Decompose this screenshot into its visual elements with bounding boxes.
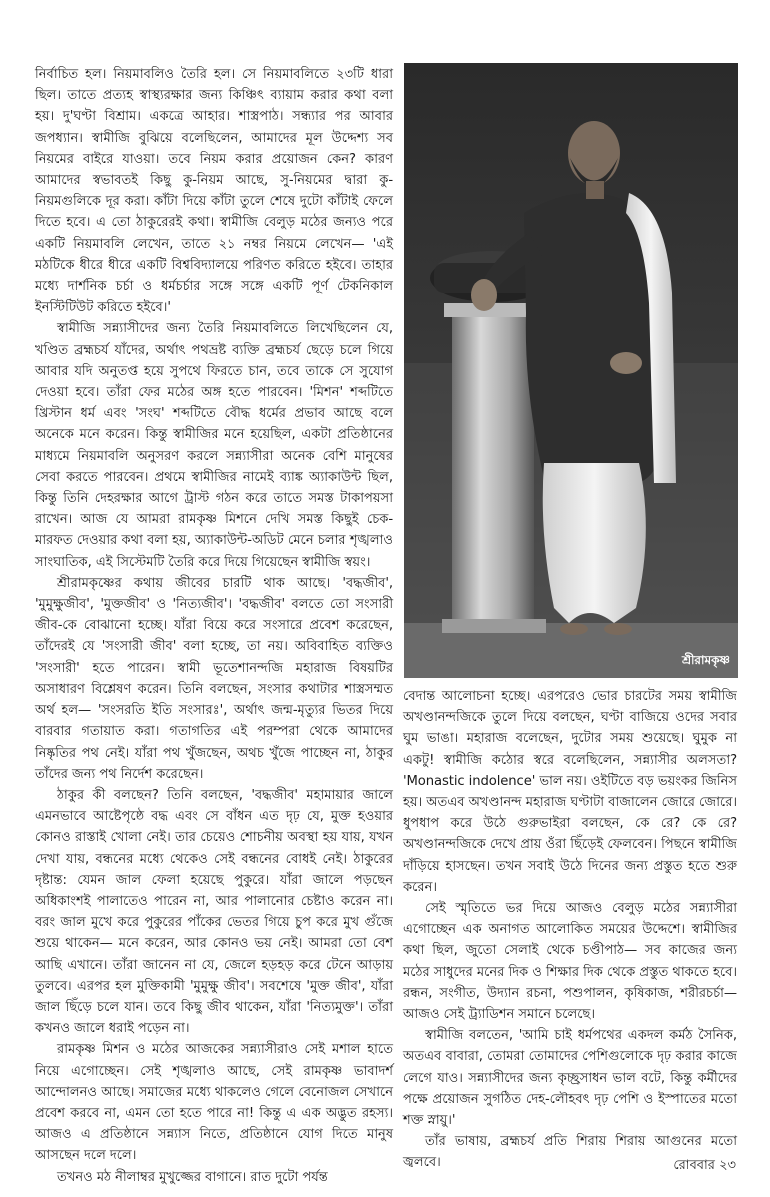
paragraph: স্বামীজি সন্ন্যাসীদের জন্য তৈরি নিয়মাবলিতে লিখেছিলেন যে, খণ্ডিত ব্রহ্মচর্য যাঁদের, অর্থাৎ পথভ্রষ্ট ব্যক্তি ব্রহ্মচর্য ছেড়ে চলে গিয়ে আবার যদি অনুতপ্ত হয়ে সুপথে ফিরতে চান, তবে তাকে সে সুযোগ দেওয়া হবে। তাঁরা ফের মঠের অঙ্গ হতে পারবেন। 'মিশন' শব্দটিতে খ্রিস্টান ধর্ম এবং 'সংঘ' শব্দটিতে বৌদ্ধ ধর্মের প্রভাব আছে বলে অনেকে মনে করেন। কিন্তু স্বামীজির মনে হয়েছিল, একটা প্রতিষ্ঠানের মাধ্যমে নিয়মাবলি অনুসরণ করলে সন্ন্যাসীরা অনেক বেশি মানুষের সেবা করতে পারবেন। প্রথমে স্বামীজির নামেই ব্যাঙ্ক অ্যাকাউন্ট ছিল, কিন্তু তিনি দেহরক্ষার আগে ট্রাস্ট গঠন করে তাতে সমস্ত টাকাপয়সা রাখেন। আজ যে আমরা রামকৃষ্ণ মিশনে দেখি সমস্ত কিছুই চেক-মারফত দেওয়ার কথা বলা হয়, অ্যাকাউন্ট-অডিট মেনে চলার শৃঙ্খলাও সাংঘাতিক, এই সিস্টেমটি তৈরি করে দিয়ে গিয়েছেন স্বামীজি স্বয়ং। (35, 321, 393, 570)
paragraph: রামকৃষ্ণ মিশন ও মঠের আজকের সন্ন্যাসীরাও সেই মশাল হাতে নিয়ে এগোচ্ছেন। সেই শৃঙ্খলাও আছে, সেই রামকৃষ্ণ ভাবাদর্শ আন্দোলনও আছে। সমাজের মধ্যে থাকলেও গেলে বেনোজল সেখানে প্রবেশ করবে না, এমন তো হতে পারে না! কিন্তু এ এক অদ্ভুত রহস্য। আজও এ প্রতিষ্ঠানে সন্ন্যাস নিতে, প্রতিষ্ঠানে যোগ দিতে মানুষ আসছেন দলে দলে। (35, 1042, 393, 1164)
paragraph: বেদান্ত আলোচনা হচ্ছে। এরপরেও ভোর চারটের সময় স্বামীজি অখণ্ডানন্দজিকে তুলে দিয়ে বলছেন, ঘণ্টা বাজিয়ে ওদের সবার ঘুম ভাঙা। মহারাজ বলেছেন, দুটোর সময় শুয়েছে। ঘুমুক না একটু! স্বামীজি কঠোর স্বরে বলেছিলেন, সন্ন্যাসীর অলসতা? 'Monastic indolence' ভাল নয়। ওইটিতে বড় ভয়ংকর জিনিস হয়। অতএব অখণ্ডানন্দ মহারাজ ঘণ্টাটা বাজালেন জোরে জোরে। ধুপধাপ করে উঠে গুরুভাইরা বলছেন, কে রে? কে রে? অখণ্ডানন্দজিকে দেখে প্রায় ওঁরা ছিঁড়েই ফেলবেন। পিছনে স্বামীজি দাঁড়িয়ে হাসছেন। তখন সবাই উঠে দিনের জন্য প্রস্তুত হতে শুরু করেন। (403, 689, 737, 895)
paragraph: নির্বাচিত হল। নিয়মাবলিও তৈরি হল। সে নিয়মাবলিতে ২৩টি ধারা ছিল। তাতে প্রত্যহ স্বাস্থ্যরক্ষার জন্য কিঞ্চিৎ ব্যায়াম করার কথা বলা হয়। দু'ঘণ্টা বিশ্রাম। একত্রে আহার। শাস্ত্রপাঠ। সন্ধ্যার পর আবার জপধ্যান। স্বামীজি বুঝিয়ে বলেছিলেন, আমাদের মূল উদ্দেশ্য সব নিয়মের বাইরে যাওয়া। তবে নিয়ম করার প্রয়োজন কেন? কারণ আমাদের স্বভাবতই কিছু কু-নিয়ম আছে, সু-নিয়মের দ্বারা কু-নিয়মগুলিকে দূর করা। কাঁটা দিয়ে কাঁটা তুলে শেষে দুটো কাঁটাই ফেলে দিতে হবে। এ তো ঠাকুরেরই কথা। স্বামীজি বেলুড় মঠের জন্যও পরে একটি নিয়মাবলি লেখেন, তাতে ২১ নম্বর নিয়মে লেখেন— 'এই মঠটিকে ধীরে ধীরে একটি বিশ্ববিদ্যালয়ে পরিণত করিতে হইবে। তাহার মধ্যে দার্শনিক চর্চা ও ধর্মচর্চার সঙ্গে সঙ্গে একটি পূর্ণ টেকনিকাল ইনস্টিটিউট করিতে হইবে।' (35, 67, 393, 316)
photo-caption: শ্রীরামকৃষ্ণ (681, 653, 730, 667)
paragraph: তখনও মঠ নীলাম্বর মুখুজ্জের বাগানে। রাত দুটো পর্যন্ত (57, 1169, 328, 1185)
paragraph: ঠাকুর কী বলছেন? তিনি বলছেন, 'বদ্ধজীব' মহামায়ার জালে এমনভাবে আষ্টেপৃষ্ঠে বদ্ধ এবং সে বাঁধন এত দৃঢ় যে, মুক্ত হওয়ার কোনও রাস্তাই খোলা নেই। তার চেয়েও শোচনীয় অবস্থা হয় যায়, যখন দেখা যায়, বন্ধনের মধ্যে থেকেও সেই বন্ধনের বোধই নেই। ঠাকুরের দৃষ্টান্ত: যেমন জাল ফেলা হয়েছে পুকুরে। যাঁরা জালে পড়ছেন অধিকাংশই পালাতেও পারেন না, আর পালানোর চেষ্টাও করেন না। বরং জাল মুখে করে পুকুরের পাঁকের ভেতর গিয়ে চুপ করে মুখ গুঁজে শুয়ে থাকেন— মনে করেন, আর কোনও ভয় নেই। আমরা তো বেশ আছি এখানে। তাঁরা জানেন না যে, জেলে হড়হড় করে টেনে আড়ায় তুলবে। এরপর হল মুক্তিকামী 'মুমুক্ষু জীব'। সবশেষে 'মুক্ত জীব', যাঁরা জাল ছিঁড়ে চলে যান। তবে কিছু জীব থাকেন, যাঁরা 'নিত্যমুক্ত'। তাঁরা কখনও জালে ধরাই পড়েন না। (35, 787, 393, 1037)
article-right-column (403, 686, 737, 1174)
portrait-photo (404, 63, 738, 678)
page-footer-label: রোববার ২৩ (673, 1158, 736, 1173)
paragraph: তাঁর ভাষায়, ব্রহ্মচর্য প্রতি শিরায় শিরায় আগুনের মতো জ্বলবে। (403, 1134, 737, 1171)
paragraph: শ্রীরামকৃষ্ণের কথায় জীবের চারটি থাক আছে। 'বদ্ধজীব', 'মুমুক্ষুজীব', 'মুক্তজীব' ও 'নিত্যজীব'। 'বদ্ধজীব' বলতে তো সংসারী জীব-কে বোঝানো হচ্ছে। যাঁরা বিয়ে করে সংসারে প্রবেশ করেছেন, তাঁদেরই যে 'সংসারী জীব' বলা হচ্ছে, তা নয়। অবিবাহিত ব্যক্তিও 'সংসারী' হতে পারেন। স্বামী ভূতেশানন্দজি মহারাজ বিষয়টির অসাধারণ বিশ্লেষণ করেন। তিনি বলছেন, সংসার কথাটার শাস্ত্রসম্মত অর্থ হল— 'সংসরতি ইতি সংসারঃ', অর্থাৎ জন্ম-মৃত্যুর ভিতর দিয়ে বারবার গতায়াত করা। গতাগতির এই পরম্পরা থেকে আমাদের নিষ্কৃতির পথ নেই। যাঁরা পথ খুঁজছেন, অথচ খুঁজে পাচ্ছেন না, ঠাকুর তাঁদের জন্য পথ নির্দেশ করেছেন। (35, 575, 393, 782)
paragraph: সেই স্মৃতিতে ভর দিয়ে আজও বেলুড় মঠের সন্ন্যাসীরা এগোচ্ছেন এক অনাগত আলোকিত সময়ের উদ্দেশে। স্বামীজির কথা ছিল, জুতো সেলাই থেকে চণ্ডীপাঠ— সব কাজের জন্য মঠের সাধুদের মনের দিক ও শিক্ষার দিক থেকে প্রস্তুত থাকতে হবে। রন্ধন, সংগীত, উদ্যান রচনা, পশুপালন, কৃষিকাজ, শরীরচর্চা— আজও সেই ট্র্যাডিশন সমানে চলেছে। (403, 901, 737, 1023)
article-left-column (35, 64, 393, 1188)
portrait-illustration (404, 63, 738, 678)
paragraph: স্বামীজি বলতেন, 'আমি চাই ধর্মপথের একদল কর্মঠ সৈনিক, অতএব বাবারা, তোমরা তোমাদের পেশিগুলোকে দৃঢ় করার কাজে লেগে যাও। সন্ন্যাসীদের জন্য কৃচ্ছ্রসাধন ভাল বটে, কিন্তু কর্মীদের পক্ষে প্রয়োজন সুগঠিত দেহ-লৌহবৎ দৃঢ় পেশি ও ইস্পাতের মতো শক্ত স্নায়ু।' (403, 1028, 737, 1129)
